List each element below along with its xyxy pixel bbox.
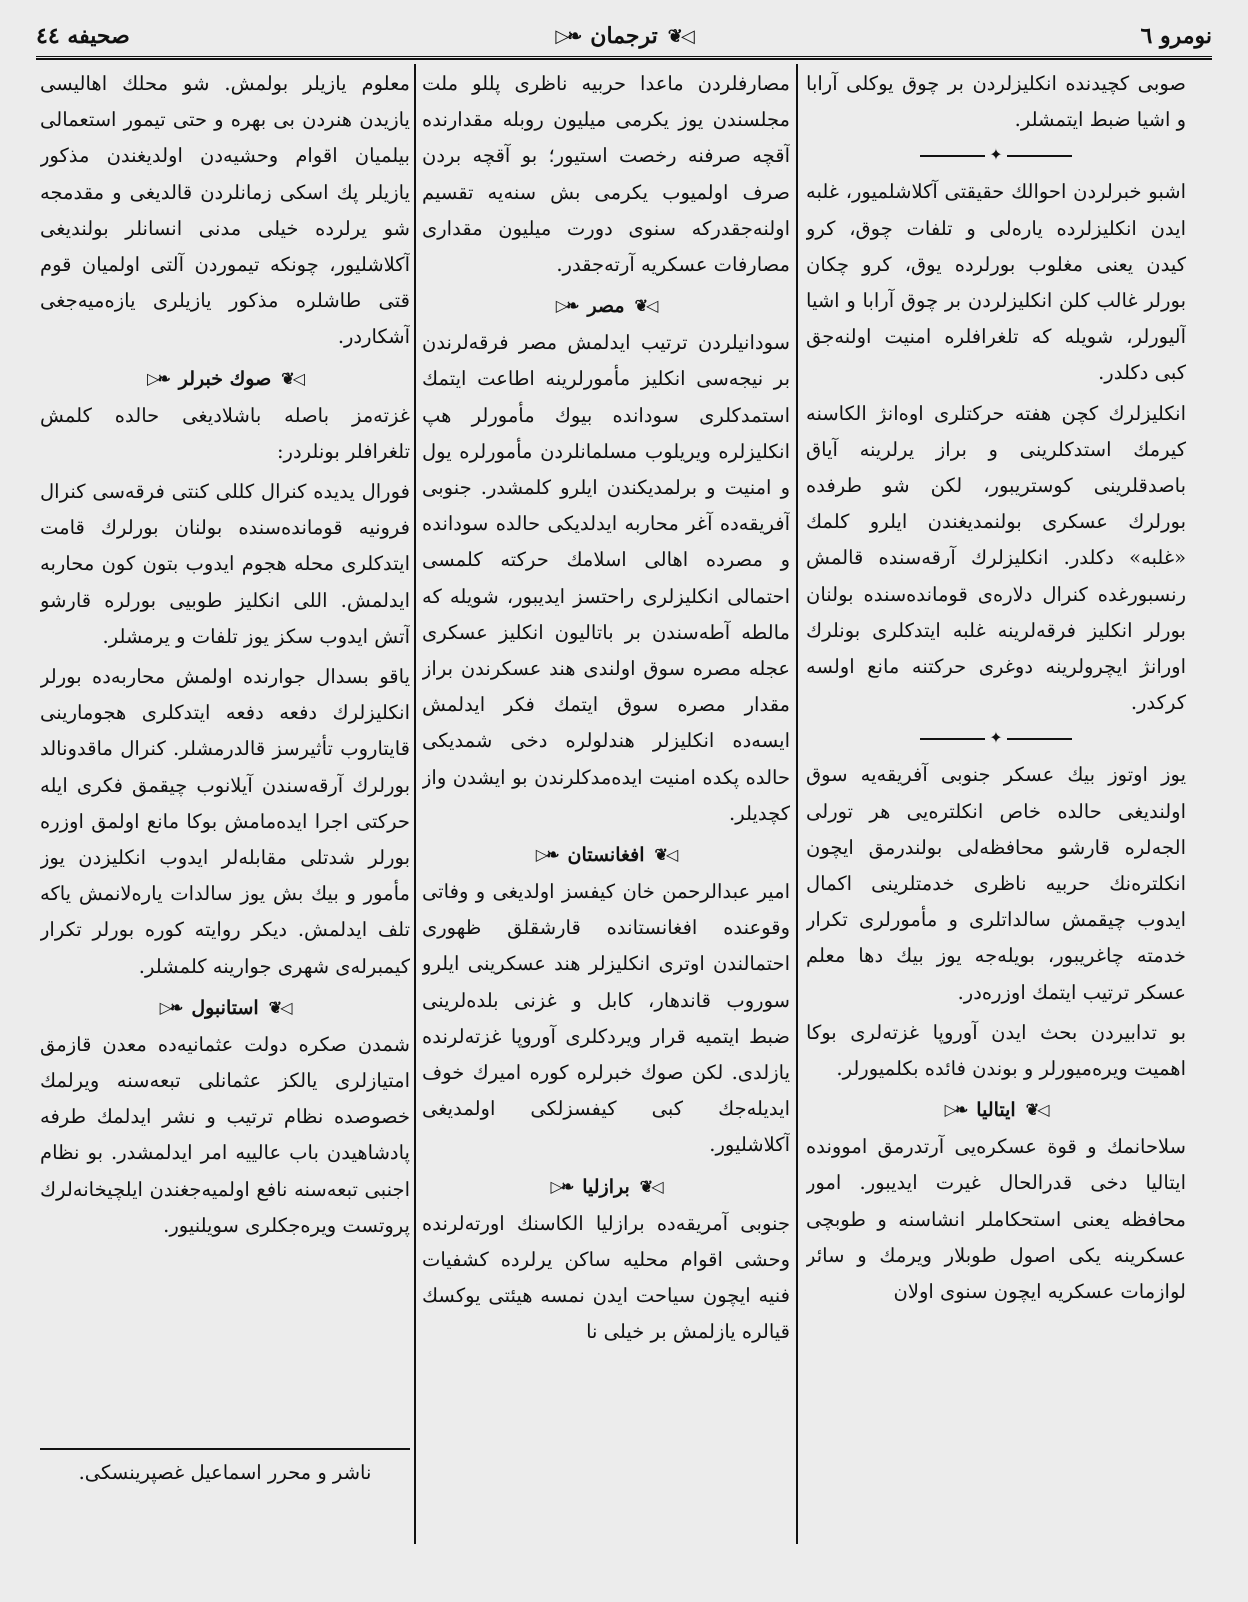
ornament-icon: ❧▷ [147, 368, 169, 388]
header-rule [36, 56, 1212, 60]
ornament-icon: ◁❦ [634, 296, 657, 316]
footer-rule [40, 1448, 410, 1450]
newspaper-title: ترجمان [590, 23, 658, 49]
ornament-icon: ◁❦ [1025, 1100, 1048, 1120]
page-header [36, 18, 1212, 54]
section-separator [806, 142, 1186, 168]
column-middle [422, 66, 790, 1521]
diamond-icon: ✦ [985, 728, 1006, 747]
issue-number: نومرو ٦ [1140, 23, 1212, 49]
section-heading-misir [422, 287, 790, 325]
article-paragraph: جنوبی آمریقەده برازلیا الکاسنك اورتەلرنده وحشی اقوام محلیه ساکن یرلرده کشفیات فنیه ایچون سیاحت ایدن نمسه هیئتی یوکسك قیالره یازلمش بر خیلی نا [422, 1211, 790, 1344]
heading-label: استانبول [191, 996, 259, 1019]
article-paragraph: بو تدابیردن بحث ایدن آوروپا غزتەلری بوکا اهمیت ویرەمیورلر و بوندن فائده بکلمیورلر. [806, 1020, 1186, 1081]
article-paragraph: سودانیلردن ترتیب ایدلمش مصر فرقەلرندن بر نیجەسی انکلیز مأمورلرینه اطاعت ایتمك استمدکلری سودانده بیوك مأمورلر هپ انکلیزلره ویریلوب مسلمانلردن مأمورلره یول و امنیت و برلمدیکندن ایلرو کلمشدر. جنوبی آفریقەده آغر محاربه ایدلدیکی حالده سودانده و مصرده اهالی اسلامك حرکته کلمسی احتمالی انکلیزلری راحتسز ایدیبور، شویله که مالطه آطەسندن بر باتالیون انکلیز عسکری عجله مصره سوق اولندی هند عسکرندن براز مقدار مصره سوق ایتمك فکر ایدلمش ایسەده انکلیزلر هندلولره دخی شمدیکی حالده پکده امنیت ایدەمدکلرندن بو ایشدن واز کچدیلر. [422, 331, 790, 825]
ornament-icon: ❧▷ [550, 1176, 573, 1196]
article-paragraph: غزتەمز باصله باشلادیغی حالده کلمش تلغرافلر بونلردر: [40, 403, 410, 463]
ornament-icon: ◁❦ [268, 997, 291, 1017]
section-separator [806, 725, 1186, 751]
publisher-line: ناشر و محرر اسماعیل غصپرینسکی. [78, 1461, 372, 1484]
article-paragraph: یوز اوتوز بیك عسکر جنوبی آفریقەیه سوق اولندیغی حالده خاص انکلترەیی هر تورلی الجەلره قارشو محافظەلی بولندرمق ایچون انکلترەنك حربیه ناظری خدمتلرینی اکمال ایدوب چیقمش سالداتلری و مأمورلری تکرار خدمته چاغریبور، بویلەجه یوز بیك دها معلم عسکر ترتیب ایتمك اوزرەدر. [806, 763, 1186, 1004]
heading-label: مصر [587, 295, 625, 318]
heading-label: ایتالیا [976, 1099, 1016, 1122]
article-paragraph: یاقو بسدال جوارنده اولمش محاربەده بورلر انکلیزلرك دفعه دفعه ایتدکلری هجومارینی قایتاروب تأثیرسز قالدرمشلر. کنرال ماقدونالد بورلرك آرقەسندن آیلانوب چیقمق فکری ایله حرکتی اجرا ایدەمامش بوکا مانع اولمق اوزره بورلر شدتلی مقابلەلر ایدوب انکلیزدن یوز مأمور و بیك بش یوز سالدات یارەلانمش یاکه تلف ایدلمش. دیکر روایته کوره بورلر تکرار کیمبرلەی شهری جوارینه کلمشلر. [40, 665, 410, 978]
article-paragraph: فورال یدیده کنرال کللی کنتی فرقەسی کنرال فرونیه قوماندەسنده بولنان بورلرك قامت ایتدکلری محله هجوم ایدوب بتون کون محاربه ایدلمش. اللی انکلیز طوبیی بورلره قارشو آتش ایدوب سکز یوز تلفات و یرمشلر. [40, 480, 410, 648]
section-heading-italia [806, 1091, 1186, 1129]
page-number: صحیفه ٤٤ [36, 23, 130, 49]
diamond-icon: ✦ [985, 145, 1006, 164]
column-right [806, 66, 1186, 1521]
heading-label: برازلیا [582, 1175, 630, 1198]
ornament-icon: ◁❦ [639, 1176, 662, 1196]
article-paragraph: امیر عبدالرحمن خان کیفسز اولدیغی و وفاتی وقوعنده افغانستانده قارشقلق ظهوری احتمالندن اوتری انکلیزلر هند عسکرینی ایلرو سوروب قاندهار، کابل و غزنی بلدەلرینی ضبط ایتمیه قرار ویردکلری آوروپا غزتەلرنده یازلدی. لکن صوك خبرلره کوره امیرك خوف ایدیلەجك کبی کیفسزلکی اولمدیغی آکلاشلیور. [422, 880, 790, 1157]
ornament-icon: ◁❦ [281, 368, 303, 388]
ornament-right-icon: ◁❦ [667, 25, 693, 47]
ornament-left-icon: ❧▷ [555, 25, 581, 47]
heading-label: صوك خبرلر [178, 367, 272, 390]
section-heading-brazil [422, 1168, 790, 1206]
column-divider [414, 64, 416, 1544]
column-left [40, 66, 410, 1441]
ornament-icon: ❧▷ [535, 845, 558, 865]
article-paragraph: اشبو خبرلردن احوالك حقیقتی آکلاشلمیور، غلبه ایدن انکلیزلرده یارەلی و تلفات چوق، کرو کیدن یعنی مغلوب بورلرده یوق، کرو چکان بورلر غالب کلن انکلیزلردن بر چوق آرابا و اشیا آلیورلر، شویله که تلغرافلره امنیت اولنەجق کبی دکلدر. [806, 180, 1186, 385]
article-paragraph: صوبی کچیدنده انکلیزلردن بر چوق یوکلی آرابا و اشیا ضبط ایتمشلر. [806, 72, 1186, 132]
article-paragraph: مصارفلردن ماعدا حربیه ناظری پللو ملت مجلسندن یوز یکرمی میلیون روبله مقدارنده آقچه صرفنه رخصت استیور؛ بو آقچه بردن صرف اولمیوب یکرمی بش سنەیه تقسیم اولنەجقدرکه سنوی دورت میلیون مقداری مصارفات عسکریه آرتەجقدر. [422, 72, 790, 277]
article-paragraph: سلاحانمك و قوة عسکرەیی آرتدرمق اموونده ایتالیا دخی قدرالحال غیرت ایدیبور. امور محافظه یعنی استحکاملر انشاسنه و طوبچی عسکرینه یکی اصول طوبلار ویرمك و سائر لوازمات عسکریه ایچون سنوی اولان [806, 1135, 1186, 1304]
article-paragraph: انکلیزلرك کچن هفته حرکتلری اوەانژ الکاسنه کیرمك استدکلرینی و براز یرلرینه آیاق باصدقلرینی کوستریبور، لکن شو طرفده بورلرك عسکری بولنمدیغندن ایلرو کلمك «غلبه» دکلدر. انکلیزلرك آرقەسنده قالمش رنسبورغده کنرال دلارەی قوماندەسنده بولنان بورلر انکلیز فرقەلرینه غلبه ایتدکلری بونلرك اورانژ ایچرولرینه دوغری حرکتنه مانع اولسه کرکدر. [806, 401, 1186, 715]
section-heading-afghanistan [422, 836, 790, 874]
ornament-icon: ❧▷ [944, 1100, 967, 1120]
article-paragraph: شمدن صکره دولت عثمانیەده معدن قازمق امتیازلری یالکز عثمانلی تبعەسنه ویرلمك خصوصده نظام ترتیب و نشر ایدلمك طرفه پادشاهیدن باب عالییه امر ایدلمشدر. بو نظام اجنبی تبعەسنه نافع اولمیەجغندن ایلچیخانەلرك پروتست ویرەجکلری سویلنیور. [40, 1032, 410, 1237]
column-divider [796, 64, 798, 1544]
section-heading-latest-news [40, 360, 410, 398]
heading-label: افغانستان [567, 844, 645, 867]
masthead [555, 23, 692, 49]
ornament-icon: ❧▷ [555, 296, 578, 316]
ornament-icon: ◁❦ [654, 845, 677, 865]
section-heading-istanbul [40, 989, 410, 1027]
ornament-icon: ❧▷ [159, 997, 182, 1017]
article-paragraph: معلوم یازیلر بولمش. شو محلك اهالیسی یازیدن هنردن بی بهره و حتی تیمور استعمالی بیلمیان اقوام وحشیەدن اولدیغندن مذکور یازیلر پك اسکی زمانلردن قالدیغی و مقدمجه شو یرلرده خیلی مدنی انسانلر بولندیغی آکلاشلیور، چونکه تیموردن آلتی اولمیان قوم قتی طاشلره مذکور یازیلری یازەمیەجغی آشکاردر. [40, 72, 410, 349]
